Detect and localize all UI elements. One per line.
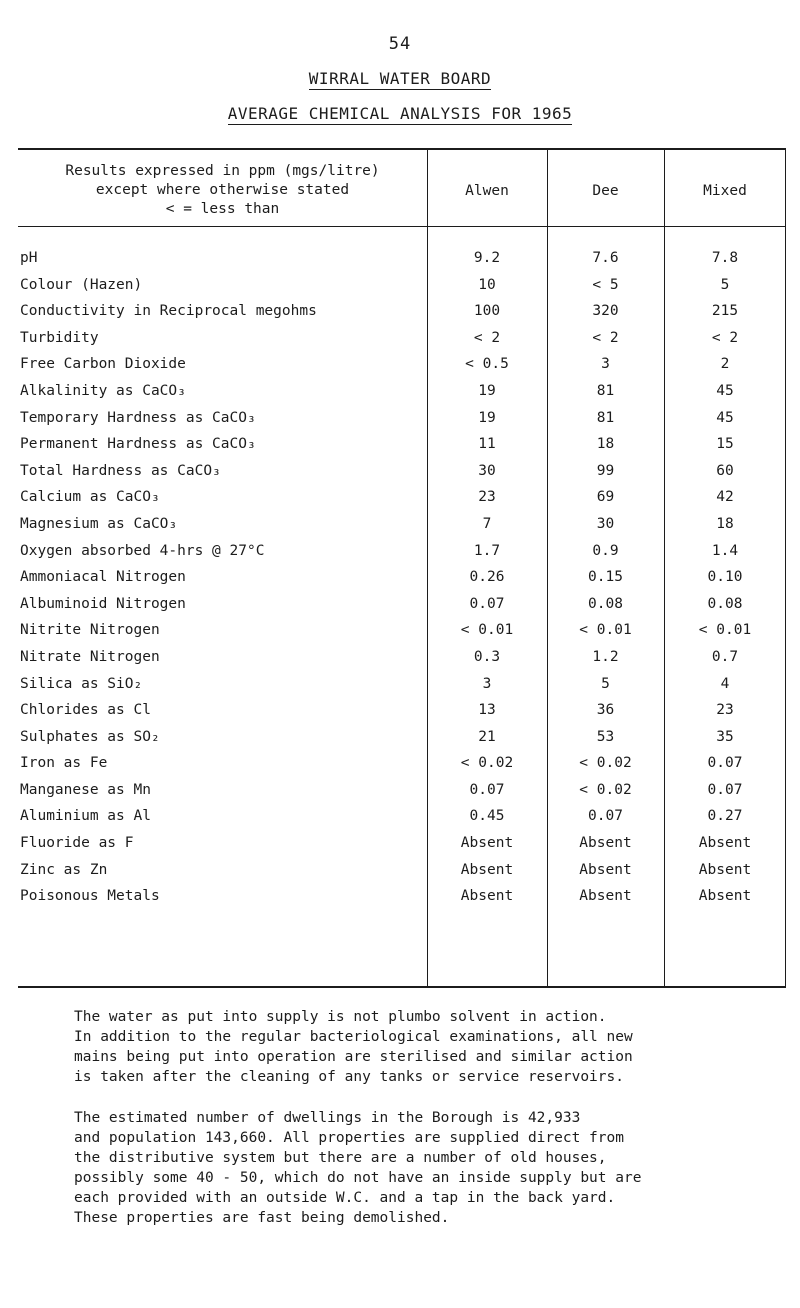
value-cell-dee: 0.07 <box>588 808 623 825</box>
value-cell-dee: 53 <box>596 728 615 745</box>
value-cell-dee: < 0.02 <box>579 755 632 772</box>
value-cell-mixed: 215 <box>711 303 739 320</box>
value-cell-dee: < 5 <box>592 276 619 293</box>
paragraph-plumbo-solvency: The water as put into supply is not plumbo solvent in action. In addition to the regular bacteriological examinations, all new mains being put into operation are sterilised and similar action is taken after the cleaning of any tanks or service reservoirs. <box>74 1009 633 1085</box>
table-body <box>18 250 786 915</box>
value-cell-mixed: 60 <box>716 462 734 479</box>
value-cell-dee: 5 <box>601 675 610 692</box>
value-cell-mixed: 45 <box>716 382 734 399</box>
description-column-header <box>18 162 427 219</box>
value-cell-mixed: 5 <box>720 276 730 293</box>
row-label: Alkalinity as CaCO₃ <box>20 382 186 399</box>
value-cell-alwen: 0.07 <box>469 781 505 798</box>
row-label: pH <box>20 250 38 266</box>
value-cell-alwen: 0.26 <box>469 569 505 586</box>
table-row <box>18 356 786 383</box>
value-cell-alwen: 9.2 <box>473 250 501 266</box>
value-cell-alwen: 7 <box>482 515 492 532</box>
table-row <box>18 463 786 490</box>
value-cell-alwen: 0.07 <box>469 595 505 612</box>
row-label: Fluoride as F <box>20 835 134 852</box>
value-cell-mixed: 15 <box>716 436 734 453</box>
table-row <box>18 516 786 543</box>
value-cell-alwen: Absent <box>460 888 514 905</box>
value-cell-mixed: 0.10 <box>707 569 743 586</box>
table-row <box>18 782 786 809</box>
row-label: Silica as SiO₂ <box>20 675 143 692</box>
table-row <box>18 436 786 463</box>
header-line: except where otherwise stated <box>95 182 350 198</box>
value-cell-mixed: 7.8 <box>711 250 739 266</box>
table-row <box>18 250 786 277</box>
table-row <box>18 622 786 649</box>
value-cell-alwen: Absent <box>460 835 514 852</box>
row-label: Conductivity in Reciprocal megohms <box>20 303 317 320</box>
row-label: Nitrite Nitrogen <box>20 622 160 639</box>
table-row <box>18 277 786 304</box>
value-cell-dee: 36 <box>596 702 615 719</box>
value-cell-mixed: 42 <box>716 489 734 506</box>
table-row <box>18 303 786 330</box>
value-cell-dee: 1.2 <box>592 648 619 665</box>
row-label: Albuminoid Nitrogen <box>20 595 186 612</box>
value-cell-dee: 99 <box>596 462 615 479</box>
column-header-alwen: Alwen <box>465 183 509 199</box>
table-row <box>18 862 786 889</box>
value-cell-mixed: < 0.01 <box>698 622 752 639</box>
table-row <box>18 596 786 623</box>
table-row <box>18 569 786 596</box>
value-cell-mixed: 0.08 <box>707 595 743 612</box>
paragraph-dwellings: The estimated number of dwellings in the Borough is 42,933 and population 143,660. All properties are supplied direct from the distributive system but there are a number of old houses, possibly some 40 - 50, which do not have an inside supply but are each provided with an outside W.C. and a tap in the back yard. These properties are fast being demolished. <box>74 1110 642 1226</box>
row-label: Oxygen absorbed 4-hrs @ 27°C <box>20 542 265 559</box>
table-row <box>18 676 786 703</box>
table-row <box>18 835 786 862</box>
value-cell-dee: 0.15 <box>588 569 623 586</box>
value-cell-alwen: 10 <box>478 276 496 293</box>
row-label: Iron as Fe <box>20 755 108 772</box>
value-cell-dee: 30 <box>596 515 615 532</box>
value-cell-dee: < 0.02 <box>579 781 632 798</box>
value-cell-dee: 7.6 <box>592 250 619 266</box>
value-cell-alwen: 0.45 <box>469 808 505 825</box>
row-label: Temporary Hardness as CaCO₃ <box>20 409 256 426</box>
header-line: < = less than <box>165 201 280 217</box>
row-label: Permanent Hardness as CaCO₃ <box>20 436 256 453</box>
table-row <box>18 383 786 410</box>
value-cell-dee: 320 <box>592 303 619 320</box>
table-row <box>18 729 786 756</box>
value-cell-mixed: 18 <box>716 515 734 532</box>
row-label: Poisonous Metals <box>20 888 160 905</box>
value-cell-alwen: Absent <box>460 861 514 878</box>
value-cell-alwen: 21 <box>478 728 496 745</box>
value-cell-dee: < 2 <box>592 329 619 346</box>
value-cell-dee: 69 <box>596 489 615 506</box>
table-title-text: AVERAGE CHEMICAL ANALYSIS FOR 1965 <box>227 104 573 123</box>
value-cell-dee: 0.9 <box>592 542 619 559</box>
value-cell-alwen: 0.3 <box>473 648 501 665</box>
analysis-table <box>18 148 786 988</box>
value-cell-alwen: 11 <box>478 436 496 453</box>
page-number: 54 <box>388 34 412 54</box>
value-cell-alwen: < 0.5 <box>465 356 509 373</box>
table-row <box>18 808 786 835</box>
value-cell-dee: 81 <box>596 409 615 426</box>
value-cell-alwen: 19 <box>478 409 496 426</box>
value-cell-dee: 3 <box>601 356 610 373</box>
column-header-mixed: Mixed <box>703 183 747 199</box>
row-label: Free Carbon Dioxide <box>20 356 186 373</box>
value-cell-dee: < 0.01 <box>579 622 632 639</box>
row-label: Colour (Hazen) <box>20 276 143 293</box>
value-cell-alwen: 30 <box>478 462 496 479</box>
value-cell-mixed: 0.7 <box>711 648 739 665</box>
row-label: Nitrate Nitrogen <box>20 648 160 665</box>
value-cell-alwen: 3 <box>482 675 492 692</box>
table-row <box>18 543 786 570</box>
page-title-text: WIRRAL WATER BOARD <box>308 69 492 88</box>
value-cell-mixed: Absent <box>698 861 752 878</box>
value-cell-dee: 18 <box>596 436 615 453</box>
header-line: Results expressed in ppm (mgs/litre) <box>65 163 380 179</box>
table-row <box>18 755 786 782</box>
value-cell-alwen: < 0.01 <box>460 622 514 639</box>
header-divider <box>18 226 786 227</box>
value-cell-mixed: 0.07 <box>707 781 743 798</box>
row-label: Total Hardness as CaCO₃ <box>20 462 221 479</box>
value-cell-alwen: 100 <box>473 303 501 320</box>
value-cell-dee: Absent <box>579 835 632 852</box>
value-cell-alwen: < 0.02 <box>460 755 514 772</box>
value-cell-mixed: Absent <box>698 835 752 852</box>
row-label: Sulphates as SO₂ <box>20 728 160 745</box>
value-cell-mixed: 0.27 <box>707 808 743 825</box>
row-label: Turbidity <box>20 329 99 346</box>
column-header-dee: Dee <box>592 183 619 199</box>
value-cell-mixed: 0.07 <box>707 755 743 772</box>
value-cell-mixed: 4 <box>720 675 730 692</box>
row-label: Zinc as Zn <box>20 861 108 878</box>
value-cell-mixed: Absent <box>698 888 752 905</box>
row-label: Calcium as CaCO₃ <box>20 489 160 506</box>
table-row <box>18 702 786 729</box>
table-title <box>0 104 800 123</box>
row-label: Magnesium as CaCO₃ <box>20 515 178 532</box>
row-label: Aluminium as Al <box>20 808 151 825</box>
value-cell-dee: 0.08 <box>588 595 623 612</box>
value-cell-dee: Absent <box>579 861 632 878</box>
value-cell-mixed: 23 <box>716 702 734 719</box>
row-label: Ammoniacal Nitrogen <box>20 569 186 586</box>
table-row <box>18 330 786 357</box>
table-row <box>18 489 786 516</box>
value-cell-mixed: < 2 <box>711 329 739 346</box>
value-cell-alwen: 1.7 <box>473 542 501 559</box>
page-title <box>0 69 800 88</box>
value-cell-alwen: 23 <box>478 489 496 506</box>
value-cell-dee: 81 <box>596 382 615 399</box>
value-cell-alwen: < 2 <box>473 329 501 346</box>
value-cell-mixed: 45 <box>716 409 734 426</box>
table-row <box>18 649 786 676</box>
row-label: Chlorides as Cl <box>20 702 151 719</box>
value-cell-mixed: 2 <box>720 356 730 373</box>
row-label: Manganese as Mn <box>20 781 151 798</box>
value-cell-mixed: 1.4 <box>711 542 739 559</box>
value-cell-alwen: 13 <box>478 702 496 719</box>
table-row <box>18 410 786 437</box>
value-cell-alwen: 19 <box>478 382 496 399</box>
value-cell-dee: Absent <box>579 888 632 905</box>
value-cell-mixed: 35 <box>716 728 734 745</box>
table-row <box>18 888 786 915</box>
